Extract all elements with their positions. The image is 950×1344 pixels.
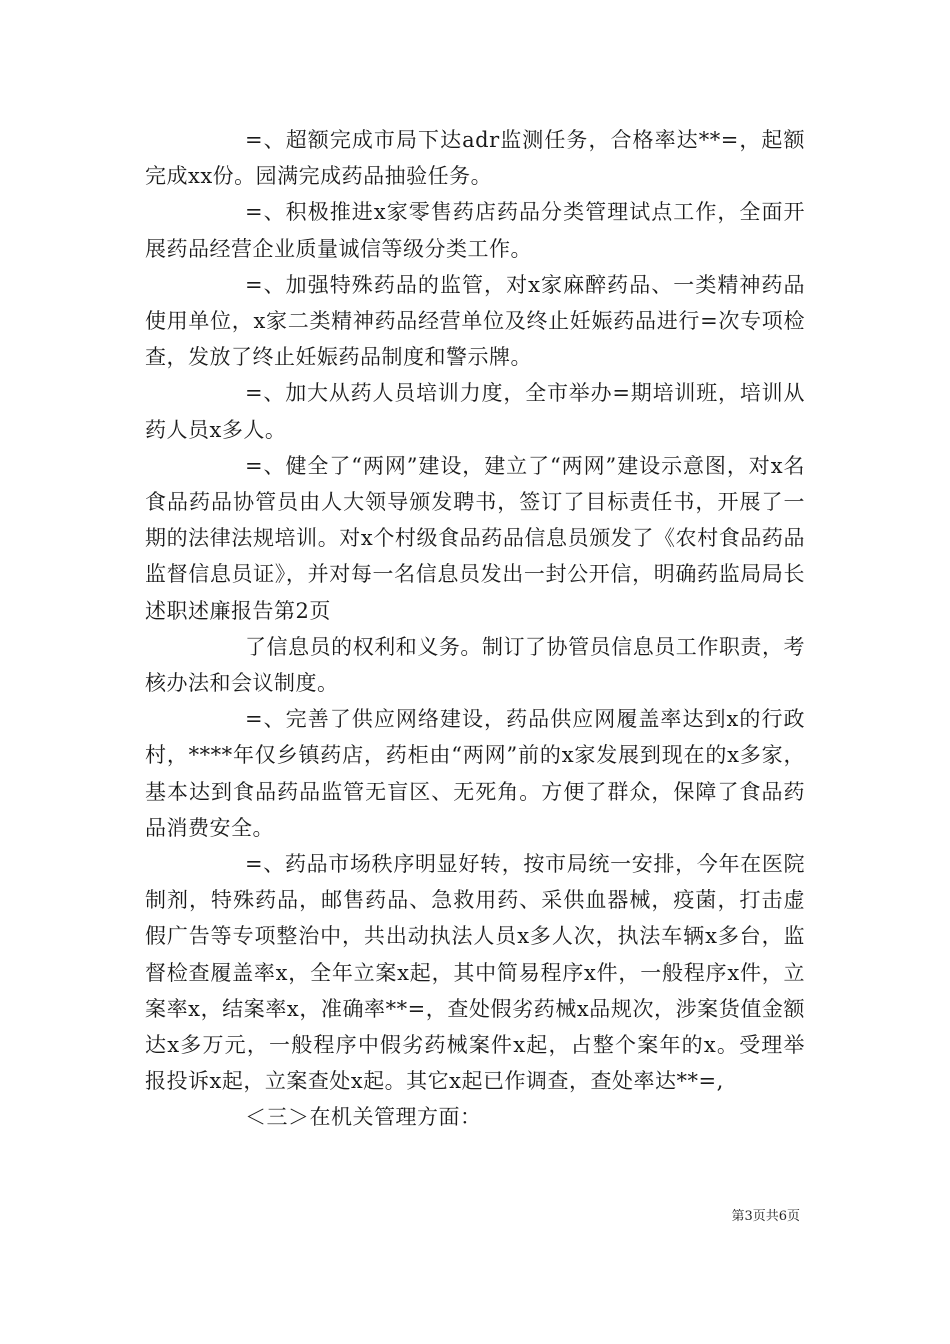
page-number-footer: 第3页共6页 bbox=[731, 1209, 800, 1224]
paragraph: =、健全了“两网”建设，建立了“两网”建设示意图，对x名食品药品协管员由人大领导颁发聘书，签订了目标责任书，开展了一期的法律法规培训。对x个村级食品药品信息员颁发了《农村食品药品监督信息员证》，并对每一名信息员发出一封公开信，明确药监局局长述职述廉报告第2页 bbox=[145, 453, 805, 623]
paragraph: =、加强特殊药品的监管，对x家麻醉药品、一类精神药品使用单位，x家二类精神药品经营单位及终止妊娠药品进行=次专项检查，发放了终止妊娠药品制度和警示牌。 bbox=[145, 272, 805, 370]
paragraph: =、加大从药人员培训力度，全市举办=期培训班，培训从药人员x多人。 bbox=[145, 381, 805, 442]
document-body bbox=[145, 122, 805, 1136]
paragraph: =、药品市场秩序明显好转，按市局统一安排，今年在医院制剂，特殊药品，邮售药品、急救用药、采供血器械，疫菌，打击虚假广告等专项整治中，共出动执法人员x多人次，执法车辆x多台，监督检查履盖率x，全年立案x起，其中简易程序x件，一般程序x件，立案率x，结案率x，准确率**=，查处假劣药械x品规次，涉案货值金额达x多万元，一般程序中假劣药械案件x起，占整个案年的x。受理举报投诉x起，立案查处x起。其它x起已作调查，查处率达**=, bbox=[145, 852, 805, 1094]
paragraph: =、超额完成市局下达adr监测任务，合格率达**=，起额完成xx份。园满完成药品抽验任务。 bbox=[145, 128, 805, 189]
paragraph: =、完善了供应网络建设，药品供应网履盖率达到x的行政村，****年仅乡镇药店，药柜由“两网”前的x家发展到现在的x多家，基本达到食品药品监管无盲区、无死角。方便了群众，保障了食品药品消费安全。 bbox=[145, 707, 805, 840]
paragraph: =、积极推进x家零售药店药品分类管理试点工作，全面开展药品经营企业质量诚信等级分类工作。 bbox=[145, 200, 805, 261]
paragraph: 了信息员的权利和义务。制订了协管员信息员工作职责，考核办法和会议制度。 bbox=[145, 634, 805, 696]
section-heading: ＜三＞在机关管理方面： bbox=[245, 1105, 482, 1130]
